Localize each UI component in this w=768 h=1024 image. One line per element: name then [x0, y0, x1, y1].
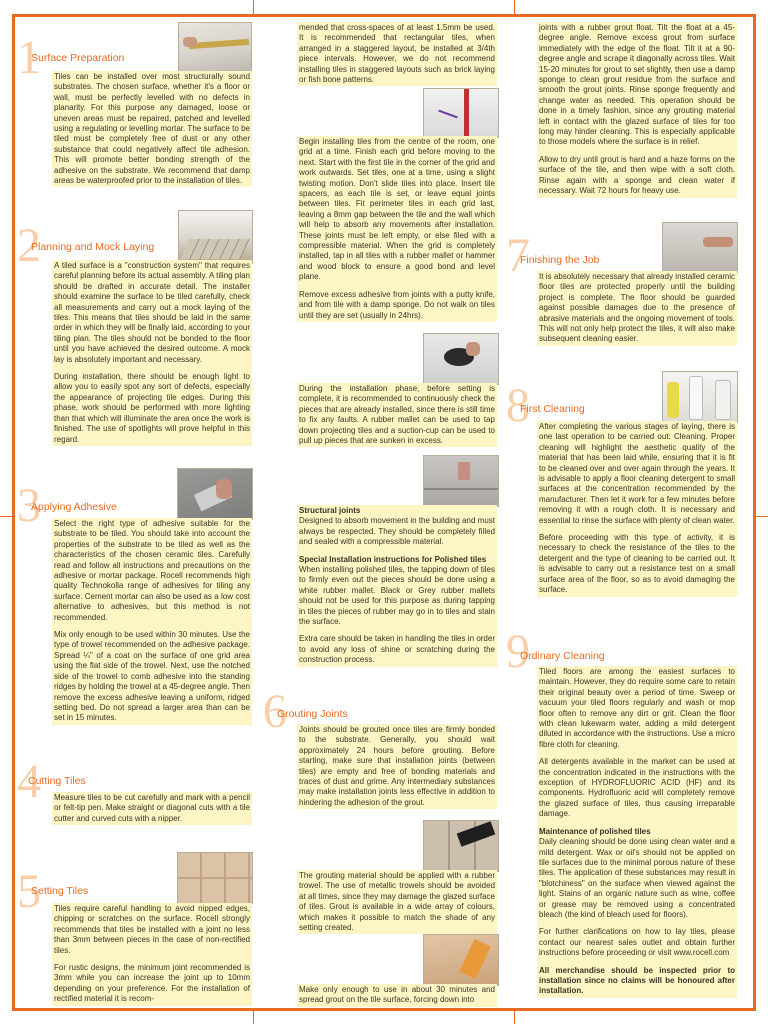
paragraph: Tiles require careful handling to avoid nipped edges, chipping or scratches on the surface. Rocell strongly recommends that tiles be installed with a joint no less than 3mm between pieces in the case of non-rectified tiles.: [54, 904, 250, 955]
subheading: Maintenance of polished tiles: [539, 826, 651, 836]
step-number: 6: [263, 685, 287, 738]
wall-joint-photo: [423, 455, 499, 507]
section-heading: Applying Adhesive: [31, 501, 117, 513]
paragraph: Make only enough to use in about 30 minutes and spread grout on the tile surface, forcing down into: [299, 985, 495, 1005]
paragraph: For rustic designs, the minimum joint recommended is 3mm while you can increase the joint up to 10mm depending on your preference. For the installation of rectified material it is recom-: [54, 963, 250, 1004]
step-number: 2: [17, 219, 41, 272]
grout-float-photo: [423, 934, 499, 986]
paragraph: Tiles can be installed over most structurally sound substrates. The chosen surface, whether it's a floor or wall, must be perfectly levelled with no defects in planarity. For this purpose any damaged, loose or uneven areas must be repaired, patched and levelled using a regulating or levelling mortar. The surface to be tiled must be completely free of dust or any other substance that could negatively affect tile adhesion. This will promote better bonding strength of the adhesive on the substrate. We recommend that damp areas be waterproofed prior to the installation of tiles.: [54, 72, 250, 186]
fold-mark: [253, 1011, 254, 1024]
text-block: [297, 136, 497, 322]
paragraph: Extra care should be taken in handling the tiles in order to avoid any loss of shine or scratching during the construction process.: [299, 634, 495, 665]
disclaimer: All merchandise should be inspected prior to installation since no claims will be honoured after installation.: [539, 965, 735, 996]
text-block: [297, 505, 497, 667]
adhesive-trowel-photo: [177, 468, 253, 520]
text-block: [297, 383, 497, 447]
paragraph: joints with a rubber grout float. Tilt the float at a 45-degree angle. Remove excess grout from surface immediately with the edge of the float. Tilt it at a 90-degree angle and scrape it diagonally across tiles. Wait 15-20 minutes for grout to set slightly, then use a damp sponge to clean grout residue from the surface and smooth the grout joints. Rinse sponge frequently and change water as needed. This operation should be done in a timely fashion, since any grouting material left in contact with the glazed surface of tiles for too long may hinder cleaning. This is especially applicable to those models where the surface is in relief.: [539, 23, 735, 147]
paragraph: Daily cleaning should be done using clean water and a mild detergent. Wax or oil's should not be applied on tile surfaces due to the minimal porous nature of these tiles. The application of these substances may result in "blotchiness" on the surface when viewed against the light. Stains of an organic nature such as wine, coffee or grease may be removed using a concentrated bleach (the kind of bleach used for floors).: [539, 837, 735, 919]
text-block: [52, 792, 252, 825]
text-block: [297, 984, 497, 1007]
section-heading: Ordinary Cleaning: [520, 650, 605, 662]
text-block: [297, 724, 497, 809]
paragraph: A tiled surface is a "construction system" that requires careful planning before its actual assembly. A tiling plan should be drafted in accurate detail. The installer should examine the surface to be tiled carefully, check all measurements and carry out a mock laying of the tiles. This means that tiles should be laid in the same order in which they will be finally laid, according to your tiling plan. The tiles should not be bonded to the floor until you have achieved the desired outcome. A mock lay is absolutely important and necessary.: [54, 261, 250, 364]
paragraph: All detergents available in the market can be used at the concentration indicated in the instructions with the exception of HYDROFLUORIC ACID (HF) and its components. Hydrofluoric acid will completely remove the glazed surface of tiles, thus causing irreparable damage.: [539, 757, 735, 819]
text-block: [52, 518, 252, 725]
fold-mark: [0, 516, 12, 517]
paragraph: After completing the various stages of laying, there is one last operation to be carried out: Cleaning. Proper cleaning will highlight the aesthetic quality of the material that has been laid while, ensuring that it is fit to be cleaned over and over again through the years. It is advisable to apply a floor cleaning detergent to small surfaces at the concentration recommended by the manufacturer. Then let it work for a few minutes before removing it with a rough cloth. It is necessary and essential to rinse the surface with plenty of clean water.: [539, 422, 735, 525]
paragraph: Designed to absorb movement in the building and must always be respected. They should be completely filled and sealed with a compressible material.: [299, 516, 495, 547]
text-block: [297, 22, 497, 86]
step-number: 4: [17, 755, 41, 808]
section-heading: Finishing the Job: [520, 254, 600, 266]
text-block: [537, 271, 737, 346]
paragraph: Begin installing tiles from the centre of the room, one grid at a time. Finish each grid before moving to the next. Start with the first tile in the corner of the grid and work outwards. Set tiles, one at a time, using a slight twisting motion. Don't slide tiles into place. Insert tile spacers, as each tile is set, or leave equal joints between tiles. Fit perimeter tiles in each grid last, leaving a 8mm gap between the tile and the wall which will help to absorb any movements after installation. These joints must be left empty, or else filed with a compressible material. When the grid is completely installed, tap in all tiles with a rubber mallet or hammer and wood block to ensure a good bond and level plane.: [299, 137, 495, 282]
paragraph: Measure tiles to be cut carefully and mark with a pencil or felt-tip pen. Make straight or diagonal cuts with a tile cutter and curved cuts with a nipper.: [54, 793, 250, 823]
fold-mark: [756, 516, 768, 517]
section-heading: Setting Tiles: [31, 885, 89, 897]
mallet-tapping-photo: [423, 333, 499, 385]
paragraph: Remove excess adhesive from joints with a putty knife, and from tile with a damp sponge. Do not walk on tiles until they are set (usually in 24hrs).: [299, 289, 495, 320]
paragraph: When installing polished tiles, the tapping down of tiles to firmly even out the pieces should be done using a white rubber mallet. Black or Grey rubber mallets should not be used for this purpose as during tapping in tiles the pieces of rubber may go in to tiles and stain the surface.: [299, 565, 495, 627]
text-block: [52, 71, 252, 187]
paragraph: During the installation phase, before setting is complete, it is recommended to continuously check the pieces that are already installed, since there is still time to fix any faults. A rubber mallet can be used to tap down projecting tiles and a suction-cup can be used to pull up pieces that are sunken in excess.: [299, 384, 495, 446]
section-heading: Cutting Tiles: [28, 775, 86, 787]
paragraph: mended that cross-spaces of at least 1.5mm be used. It is recommended that rectangular tiles, when arranged in a staggered layout, be installed at 3/4th piece intervals. However, we do not recommend installing tiles in staggered layouts such as brick laying or fish bone patterns.: [299, 23, 495, 85]
text-block: [537, 22, 737, 198]
step-number: 9: [506, 625, 530, 678]
tile-level-photo: [178, 22, 252, 73]
paragraph: Select the right type of adhesive suitable for the substrate to be tiled. You should take into account the properties of the substrate to be tiled as well as the characteristics of the chosen ceramic tiles. Carefully read and follow all instructions and precautions on the adhesive or mortar package. Rocell recommends high quality Technokolla range of adhesives for tiling any surface. Cement mortar can also be used as a low cost alternative to adhesives, but this method is not recommended.: [54, 519, 250, 622]
step-number: 5: [17, 865, 41, 918]
text-block: [537, 666, 737, 998]
spacing-diagram-photo: [423, 88, 499, 138]
paragraph: For further clarifications on how to lay tiles, please contact our nearest sales outlet and obtain further instructions before proceeding or visit www.rocell.com: [539, 927, 735, 958]
fold-mark: [253, 0, 254, 14]
subheading: Special Installation instructions for Polished tiles: [299, 554, 487, 564]
section-heading: Surface Preparation: [31, 52, 125, 64]
protecting-floor-photo: [662, 222, 738, 273]
section-heading: First Cleaning: [520, 403, 585, 415]
step-number: 8: [506, 379, 530, 432]
text-block: [52, 903, 252, 1006]
step-number: 7: [506, 229, 530, 282]
paragraph: Mix only enough to be used within 30 minutes. Use the type of trowel recommended on the adhesive package. Spread ¼" of a coat on the surface of one grid area using the flat side of the trowel. Next, use the notched side of the trowel to comb adhesive into the standing ridges by holding the trowel at a 45-degree angle. Then remove the excess adhesive leaving a uniform, ridged setting bed. Do not spread a larger area than can be set in 15 minutes.: [54, 630, 250, 723]
subheading: Structural joints: [299, 506, 361, 515]
cleaning-products-photo: [662, 371, 738, 423]
paragraph: Before proceeding with this type of activity, it is necessary to check the resistance of the tiles to the detergent and the type of cleaning to be carried out. It is advisable to carry out a resistance test on a small surface area of the floor, so as to avoid damaging the surface.: [539, 533, 735, 595]
text-block: [52, 260, 252, 446]
text-block: [297, 870, 497, 934]
paragraph: During installation, there should be enough light to allow you to easily spot any sort of defects, especially the appearance of projecting tile edges. During this phase, work should be performed with more lighting than that which will illuminate the area once the work is finished. The use of spotlights will prove helpful in this regard.: [54, 372, 250, 444]
fold-mark: [514, 0, 515, 14]
step-number: 1: [17, 31, 41, 84]
step-number: 3: [17, 479, 41, 532]
text-block: [537, 421, 737, 597]
paragraph: It is absolutely necessary that already installed ceramic floor tiles are protected properly until the building project is complete. The floor should be guarded against possible damages due to the presence of abrasive materials and the ongoing movement of tools. This will not only help protect the tiles, it will also make subsequent cleaning easier.: [539, 272, 735, 344]
tiles-cutting-photo: [177, 852, 253, 904]
tiles-mock-layout-photo: [178, 210, 253, 264]
grout-trowel-photo: [423, 820, 499, 872]
fold-mark: [514, 1011, 515, 1024]
paragraph: Allow to dry until grout is hard and a haze forms on the surface of the tile, and then wipe with a soft cloth. Rinse again with a sponge and clean water if necessary. Wait 72 hours for heavy use.: [539, 154, 735, 196]
paragraph: The grouting material should be applied with a rubber trowel. The use of metallic trowels should be avoided at all times, since they may damage the glazed surface of tiles. Grout is available in a wide array of colours, which makes it possible to match the shade of any setting created.: [299, 871, 495, 933]
paragraph: Joints should be grouted once tiles are firmly bonded to the substrate. Generally, you should wait approximately 24 hours before grouting. Before starting, make sure that installation joints (between tiles) are empty and free of bonding materials and traces of dust and grime. Any intermediary substances may make installation joints less effective in addition to hindering the adhesion of the grout.: [299, 725, 495, 807]
section-heading: Grouting Joints: [277, 708, 348, 720]
section-heading: Planning and Mock Laying: [31, 241, 155, 253]
paragraph: Tiled floors are among the easiest surfaces to maintain. However, they do require some care to retain their original beauty over a period of time. Sweep or vacuum your tiled floors regularly and wash or mop floor often to remove any dirt or grit. Clean the floor with clean lukewarm water, adding a mild detergent diluted in accordance with the instructions. Use a micro fibre cloth for cleaning.: [539, 667, 735, 749]
